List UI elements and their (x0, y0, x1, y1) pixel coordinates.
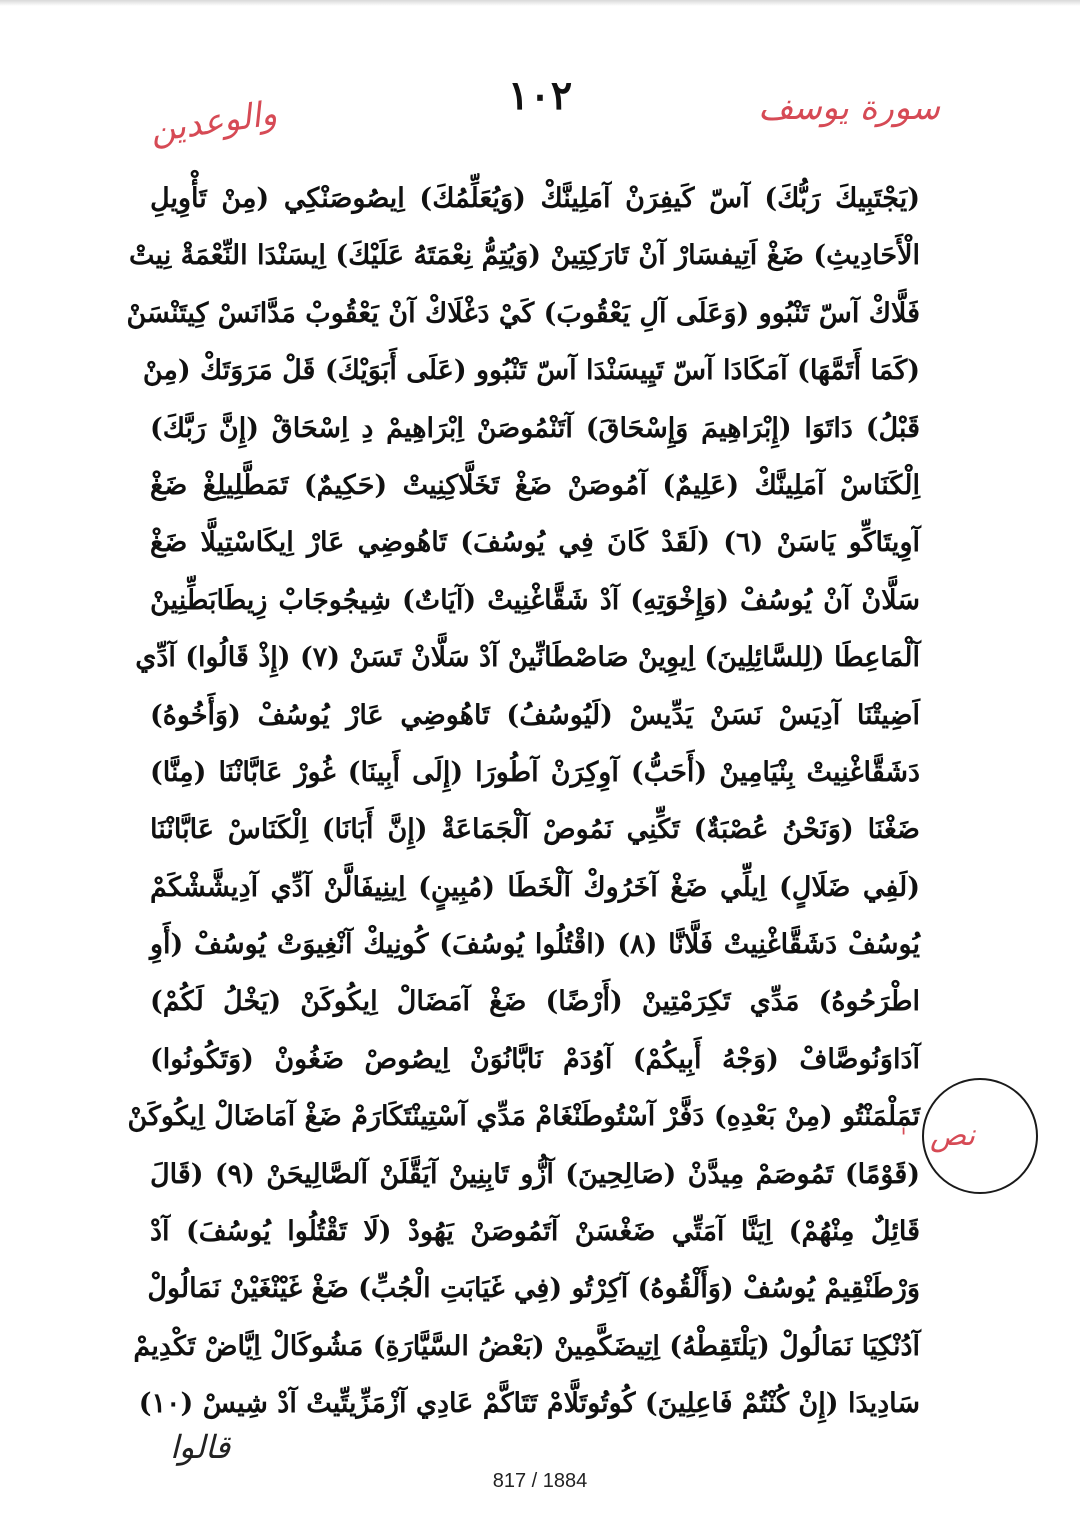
text-line: دَشَقَّاغْنِيتْ بِنْيَامِينْ (أَحَبُّ) آوِكِرَنْ آطُورَا (إِلَى أَبِينَا) غُورْ عَابَّانْنَا (مِنَّا) (150, 756, 920, 788)
text-line: قَائِلٌ مِنْهُمْ) اِيَنَّا آمَتِّي ضَغْسَنْ آتَمُوصَنْ يَهُودْ (لَا تَقْتُلُوا يُوسُفَ) آدْ (150, 1216, 920, 1248)
text-line: (كَمَا أَتَمَّهَا) آمَكَادَا آسّ تَيِيسَنْدَا آسّ تَنْبُوو (عَلَى أَبَوَيْكَ) قَلْ مَرَوَتَكْ (مِنْ (142, 355, 920, 387)
page-number: ١٠٢ (507, 72, 573, 119)
handwritten-note-left: والوعدين (147, 93, 280, 151)
text-line: (لَفِي ضَلَالٍ) اِيلِّي ضَغْ آخَرُوكْ آلْخَطَا (مُبِينٍ) اِينِيفَالَّنْ آدِّي آدِيشَّشْكَمْ (150, 871, 920, 903)
text-line: (يَجْتَبِيكَ رَبُّكَ) آسّ كَيفِرَنْ آمَلِينَّكْ (وَيُعَلِّمُكَ) اِيصُوصَنْكِي (مِنْ تَأْوِيلِ (150, 183, 920, 214)
handwritten-note-bottom: قالوا (170, 1428, 231, 1466)
text-line: (قَوْمًا) تَمُوصَمْ مِيدَّنْ (صَالِحِينَ) آزُّو تَابِنِينْ آيَقَّلَنْ آلصَّالِيحَنْ (٩) (قَالَ (150, 1158, 921, 1190)
text-line: فَلَّاكْ آسّ تَنْبُوو (وَعَلَى آلِ يَعْقُوبَ) كَيْ دَغْلَاكْ آنْ يَعْقُوبْ مَدَّانَسْ كِيتَنْسَنْ (126, 297, 920, 329)
text-line: آلْمَاعِطَا (لِلسَّائِلِينَ) اِيوِينْ صَاصْطَانِّينْ آدْ سَلَّانْ تَسَنْ (٧) (إِذْ قَالُوا) آدِّي (135, 642, 920, 674)
text-line: وَرْطَنْقِيمْ يُوسُفْ (وَأَلْقُوهُ) آكِرْتُو (فِي غَيَابَتِ الْجُبِّ) ضَغْ غَيْنْغَيْنْ نَمَالُولْ (147, 1273, 920, 1305)
text-line: يُوسُفْ دَشَقَّاغْنِيتْ فَلَّانَّا (٨) (اقْتُلُوا يُوسُفَ) كُونِيكْ آنْغِيوَتْ يُوسُفْ (أَوِ (150, 929, 920, 961)
text-line: الْأَحَادِيثِ) ضَغْ اَتِيفسَارْ آنْ تَارَكِتِينْ (وَيُتِمُّ نِعْمَتَهُ عَلَيْكَ) اِيسَنْدَا النِّعْمَةْ نِيتْ (129, 240, 920, 272)
text-line: تَمَلْمَنْتُو (مِنْ بَعْدِهِ) دَفَّرْ آسْتُوطَنْغَامْ مَدِّي آسْتِينْتَكَارَمْ ضَغْ آمَاضَالْ اِيكُوكَنْ (127, 1101, 920, 1133)
text-line: قَبْلُ) دَاتَوَا (إِبْرَاهِيمَ وَإِسْحَاقَ) آتَنْمُوصَنْ اِبْرَاهِيمْ دِ اِسْحَاقْ (إِنَّ رَبَّكَ) (150, 412, 920, 444)
text-line: آدَاوَنُوصَّافْ (وَجْهُ أَبِيكُمْ) آوُدَمْ نَابَّانُوَنْ اِيصُوصْ ضَغُونْ (وَتَكُونُوا) (150, 1043, 920, 1075)
text-line: ضَغْنَا (وَنَحْنُ عُصْبَةٌ) تَكِّنِي نَمُوصْ آلْجَمَاعَةْ (إِنَّ أَبَانَا) اِلْكَنَاسْ عَابَّانْنَا (150, 814, 920, 846)
scan-edge (0, 0, 1080, 6)
insertion-mark-icon: ˈ (900, 1124, 908, 1154)
surah-title-note: سورة يوسف (758, 88, 940, 128)
text-line: آدُنْكِيَا نَمَالُولْ (يَلْتَقِطْهُ) اِتِيضَكَّمِينْ (بَعْضُ السَّيَّارَةِ) مَشُوكَالْ اِيَّاضْ تَكْدِيمْ (133, 1330, 920, 1362)
verse-text-block (126, 170, 921, 1433)
text-line: اِلْكَنَاسْ آمَلِينَّكْ (عَلِيمٌ) آمُوصَنْ ضَغْ تَخَلَّاكِنِيتْ (حَكِيمٌ) تَمَطَّلِيلِغْ ضَغْ (150, 469, 920, 501)
text-line: سَلَّانْ آنْ يُوسُفْ (وَإِخْوَتِهِ) آدْ شَقَّاغْنِيتْ (آيَاتٌ) شِيجُوجَابْ زِيطَابَطِّنِينْ (150, 584, 920, 616)
text-line: سَادِيدَا (إِنْ كُنْتُمْ فَاعِلِينَ) كُوتُوتَلَّامْ تَتَاكَّمْ عَادِي آزْمَزِّيتِّيتْ آدْ شِيسْ (١٠) (138, 1388, 920, 1420)
circle-note: نص (930, 1118, 976, 1153)
text-line: آوِيتَاكِّو يَاسَنْ (٦) (لَقَدْ كَانَ فِي يُوسُفَ) تَاهُوضِي عَارْ اِيكَاسْتِيلَّا ضَغْ (150, 527, 920, 559)
text-line: اطْرَحُوهُ) مَدِّي تَكِرَمْتِينْ (أَرْضًا) ضَغْ آمَضَالْ اِيكُوكَنْ (يَخْلُ لَكُمْ) (150, 986, 920, 1018)
text-line: اَضِيتْنَا آدِيَسْ نَسَنْ يَدِّيسْ (لَيُوسُفُ) تَاهُوضِي عَارْ يُوسُفْ (وَأَخُوهُ) (150, 699, 920, 731)
page-counter: 817 / 1884 (492, 1470, 588, 1492)
